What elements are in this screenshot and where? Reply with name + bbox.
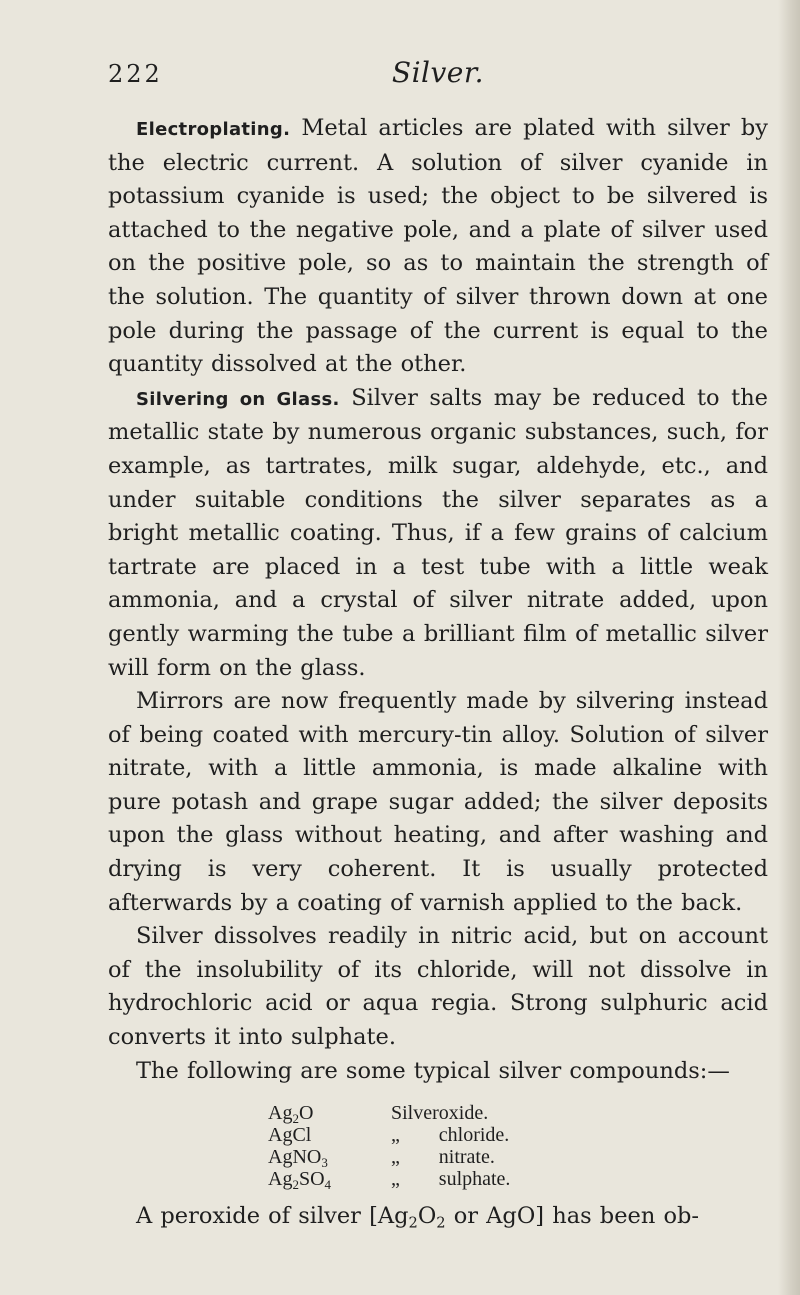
formula-part: AgNO [268, 1146, 322, 1169]
paragraph-dissolves: Silver dissolves readily in nitric acid, but on account of the insolubility of its chloride, will not dissolve in hydrochloric acid or aqua regia. Strong sulphuric acid converts it into sulphate. [108, 923, 768, 1051]
formula-subscript: 3 [321, 1155, 328, 1171]
paragraph-peroxide [108, 1200, 768, 1234]
compound-formula [268, 1102, 373, 1127]
compound-name: nitrate. [438, 1146, 495, 1169]
formula-part: O [298, 1102, 314, 1125]
page-header [108, 56, 768, 96]
compound-name: oxide. [438, 1102, 489, 1125]
formula-subscript: 2 [292, 1111, 299, 1127]
compound-name: sulphate. [438, 1168, 511, 1191]
formula-part: Ag [268, 1168, 293, 1191]
compound-ditto: „ [391, 1146, 400, 1169]
page-number: 222 [108, 60, 163, 88]
peroxide-text-mid: O [417, 1203, 437, 1230]
paragraph-compounds-intro: The following are some typical silver compounds:— [136, 1057, 730, 1084]
compound-formula [268, 1146, 373, 1171]
compound-ditto: „ [391, 1168, 400, 1191]
heading-silvering-on-glass: Silvering on Glass. [136, 388, 340, 410]
compound-row [268, 1146, 510, 1168]
compound-name: chloride. [438, 1124, 510, 1147]
page-edge-shadow [778, 0, 800, 1295]
paragraph-mirrors: Mirrors are now frequently made by silvering instead of being coated with mercury-tin alloy. Solution of silver nitrate, with a little ammonia, is made alkaline with pure potash and grape sugar added; the silver deposits upon the glass without heating, and after washing and drying is very coherent. It is usually protected afterwards by a coating of varnish applied to the back. [108, 688, 768, 916]
running-title: Silver. [391, 56, 485, 89]
compounds-table [268, 1102, 511, 1193]
peroxide-text-after: or AgO] has been ob- [445, 1203, 700, 1230]
heading-electroplating: Electroplating. [136, 119, 291, 140]
peroxide-sub-1: 2 [408, 1214, 418, 1232]
compound-row [268, 1102, 510, 1124]
formula-subscript: 2 [292, 1177, 299, 1193]
compound-formula [268, 1168, 373, 1193]
compound-formula [268, 1124, 373, 1146]
paragraph-silvering [108, 382, 768, 685]
compound-ditto: „ [391, 1124, 400, 1147]
compound-ditto: Silver [391, 1102, 439, 1125]
page-body [108, 112, 768, 1234]
text-electroplating: Metal articles are plated with silver by the electric current. A solution of silver cyanide in potassium cyanide is used; the object to be silvered is attached to the negative pole, and a plate of silver used on the positive pole, so as to maintain the strength of the solution. The quantity of silver thrown down at one pole during the passage of the current is equal to the quantity dissolved at the other. [108, 115, 768, 378]
formula-part: AgCl [268, 1124, 312, 1147]
text-silvering: Silver salts may be reduced to the metallic state by numerous organic substances, such, for example, as tartrates, milk sugar, aldehyde, etc., and under suitable conditions the silver separates as a bright metallic coating. Thus, if a few grains of calcium tartrate are placed in a test tube with a little weak ammonia, and a crystal of silver nitrate added, upon gently warming the tube a brilliant film of metallic silver will form on the glass. [108, 384, 768, 681]
formula-part: SO [298, 1168, 325, 1191]
compound-row [268, 1168, 510, 1190]
formula-subscript: 4 [324, 1177, 332, 1193]
paragraph-electroplating [108, 112, 768, 382]
formula-part: Ag [268, 1102, 293, 1125]
peroxide-text-before: A peroxide of silver [Ag [136, 1203, 409, 1230]
compound-row [268, 1124, 510, 1146]
peroxide-sub-2: 2 [436, 1214, 446, 1232]
